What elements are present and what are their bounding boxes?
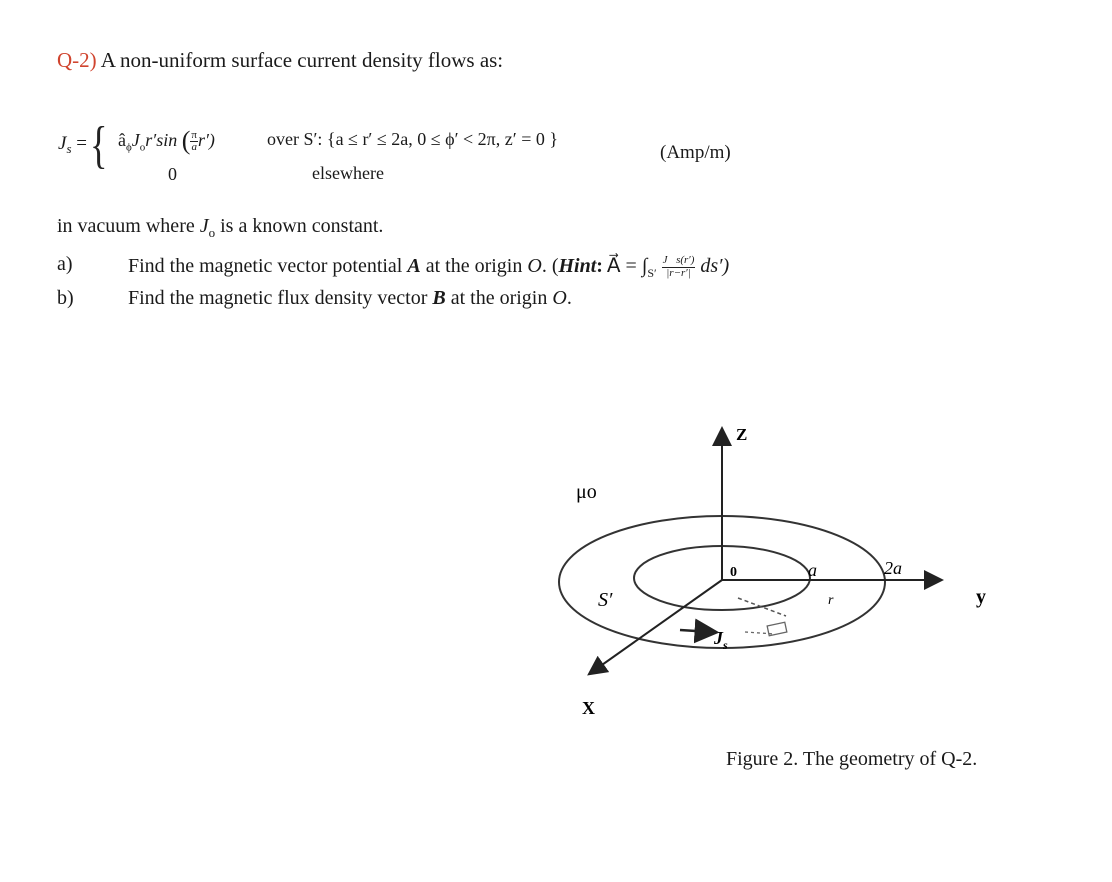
item-b-label: b) (57, 287, 74, 309)
question-title (57, 48, 503, 73)
figure-caption: Figure 2. The geometry of Q-2. (726, 748, 978, 770)
equation-case-2-value: 0 (168, 164, 177, 184)
outer-radius-label: 2a (884, 558, 902, 578)
geometry-figure (540, 410, 1000, 720)
current-arrow (680, 630, 712, 632)
item-a-label: a) (57, 253, 73, 275)
surface-label: S′ (598, 589, 613, 611)
medium-label: μo (576, 481, 597, 503)
equation-case-1: $â_\phi J_or'\sin$ ( $\frac{\pi}{a}$ r′) (118, 126, 215, 155)
equation-case-1-condition: over S′: {a ≤ r′ ≤ 2a, 0 ≤ ϕ′ < 2π, z′ = 0 } (267, 129, 558, 149)
item-a-text: Find the magnetic vector potential A at the origin O. (Hint: A⃗ = $\int_{S'}$ $\frac{J⃗s(r')}{|r-r'|}$ ds′) (128, 254, 730, 280)
equation-unit: (Amp/m) (660, 142, 731, 163)
equation-lhs: $J_s$ = (58, 133, 87, 156)
question-intro: A non-uniform surface current density flows as: (100, 48, 504, 72)
equation-brace: { (90, 117, 108, 174)
item-b-text: Find the magnetic flux density vector B at the origin O. (128, 287, 572, 309)
current-label: $J_s$ (714, 628, 728, 652)
question-number: Q-2) (57, 48, 97, 72)
equation-case-2-condition: elsewhere (312, 163, 384, 183)
axis-x-label: X (582, 698, 595, 718)
axis-z-label: Z (736, 425, 748, 444)
r-label: r (828, 593, 834, 608)
condition-line: in vacuum where $J_o$ is a known constant. (57, 215, 384, 240)
axis-y-label: y (976, 586, 986, 608)
origin-label: 0 (730, 565, 737, 580)
inner-radius-label: a (808, 560, 817, 580)
